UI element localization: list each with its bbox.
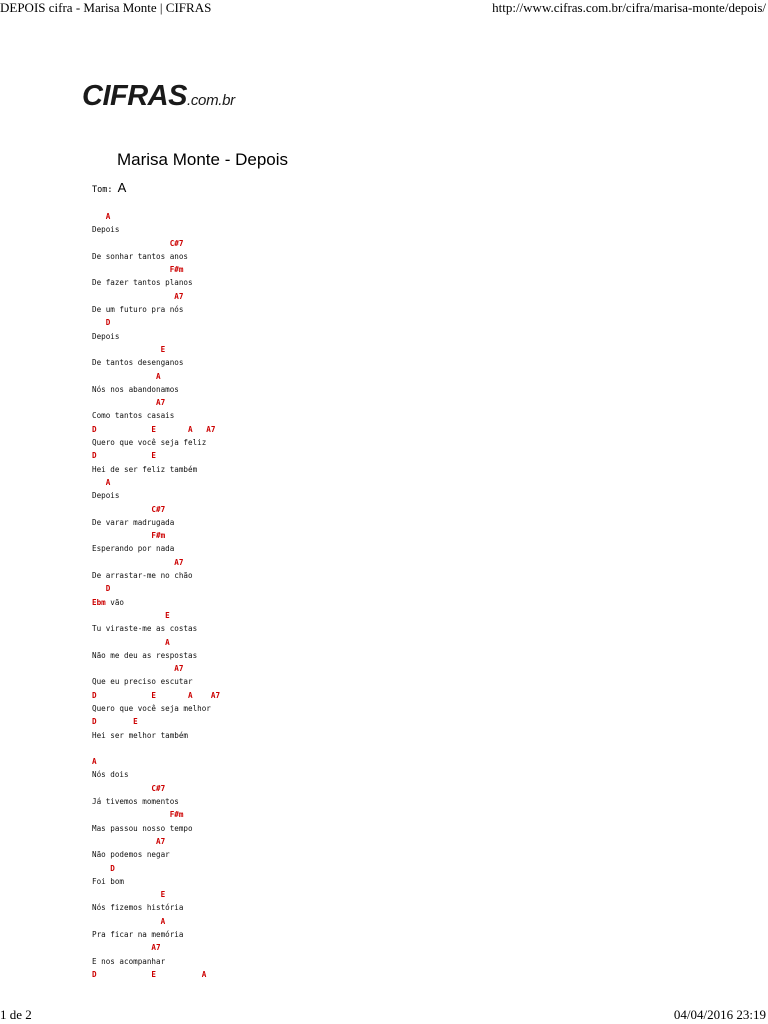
lyric-line: Depois — [92, 491, 120, 501]
lyric-line: Quero que você seja feliz — [92, 438, 207, 448]
chord-line: A7 — [92, 398, 166, 408]
lyric-line: Como tantos casais — [92, 411, 175, 421]
lyric-line: De sonhar tantos anos — [92, 251, 189, 261]
chord-line: A7 — [92, 943, 161, 953]
chord-line: A — [92, 757, 97, 767]
lyric-line: Hei de ser feliz também — [92, 464, 198, 474]
lyric-line: Não podemos negar — [92, 850, 170, 860]
page-indicator: 1 de 2 — [0, 1007, 32, 1022]
chord-line: D E — [92, 451, 157, 461]
chord-line: D E A A7 — [92, 690, 221, 700]
chord-line: D — [92, 863, 115, 873]
song-key — [92, 180, 126, 195]
mixed-line — [92, 596, 220, 609]
lyric-line: Esperando por nada — [92, 544, 175, 554]
lyric-line: Já tivemos momentos — [92, 797, 179, 807]
logo-main-text: CIFRAS — [82, 80, 187, 112]
lyric-line: Quero que você seja melhor — [92, 703, 211, 713]
lyric-line: Nós fizemos história — [92, 903, 184, 913]
chord-line: D — [92, 584, 111, 594]
lyric-line: Mas passou nosso tempo — [92, 823, 193, 833]
chord-line: C#7 — [92, 238, 184, 248]
lyric-line: Foi bom — [92, 876, 125, 886]
chord-sheet — [92, 210, 220, 981]
lyric-line: Que eu preciso escutar — [92, 677, 193, 687]
tom-key: A — [117, 180, 127, 195]
lyric-line: Tu viraste-me as costas — [92, 624, 198, 634]
song-title: Marisa Monte - Depois — [117, 150, 289, 169]
page-url-header[interactable]: http://www.cifras.com.br/cifra/marisa-monte/depois/ — [492, 0, 766, 15]
chord-line: A7 — [92, 664, 184, 674]
chord-line: D E A A7 — [92, 424, 216, 434]
chord-line: A7 — [92, 836, 166, 846]
chord-line: E — [92, 344, 166, 354]
lyric: vão — [105, 597, 125, 607]
chord-line: C#7 — [92, 783, 166, 793]
lyric-line: Depois — [92, 225, 120, 235]
lyric-line: Não me deu as respostas — [92, 650, 198, 660]
page-title-header: DEPOIS cifra - Marisa Monte | CIFRAS — [0, 0, 212, 15]
lyric-line: De um futuro pra nós — [92, 305, 184, 315]
chord-line: F#m — [92, 810, 184, 820]
chord-line: A — [92, 371, 161, 381]
chord-line: F#m — [92, 265, 184, 275]
lyric-line: Pra ficar na memória — [92, 930, 184, 940]
tom-label: Tom: — [92, 185, 113, 195]
chord-line: D E A — [92, 969, 207, 979]
cifras-logo[interactable] — [82, 80, 235, 113]
chord-line: D E — [92, 717, 138, 727]
chord-line: A — [92, 212, 111, 221]
lyric-line: Depois — [92, 331, 120, 341]
chord-line: C#7 — [92, 504, 166, 514]
lyric-line: De varar madrugada — [92, 517, 175, 527]
blank-line — [92, 742, 220, 755]
lyric-line: Hei ser melhor também — [92, 730, 189, 740]
chord-line: A7 — [92, 557, 184, 567]
logo-domain-text: .com.br — [186, 92, 235, 109]
lyric-line: De arrastar-me no chão — [92, 571, 193, 581]
lyric-line: De tantos desenganos — [92, 358, 184, 368]
chord-line: A — [92, 916, 166, 926]
chord: Ebm — [92, 597, 106, 607]
lyric-line: De fazer tantos planos — [92, 278, 193, 288]
chord-line: D — [92, 318, 111, 328]
chord-line: E — [92, 610, 170, 620]
chord-line: A — [92, 477, 111, 487]
chord-line: A7 — [92, 291, 184, 301]
chord-line: A — [92, 637, 170, 647]
chord-line: F#m — [92, 531, 166, 541]
lyric-line: E nos acompanhar — [92, 956, 166, 966]
chord-line: E — [92, 890, 166, 900]
print-timestamp: 04/04/2016 23:19 — [673, 1007, 766, 1022]
lyric-line: Nós nos abandonamos — [92, 384, 179, 394]
lyric-line: Nós dois — [92, 770, 129, 780]
